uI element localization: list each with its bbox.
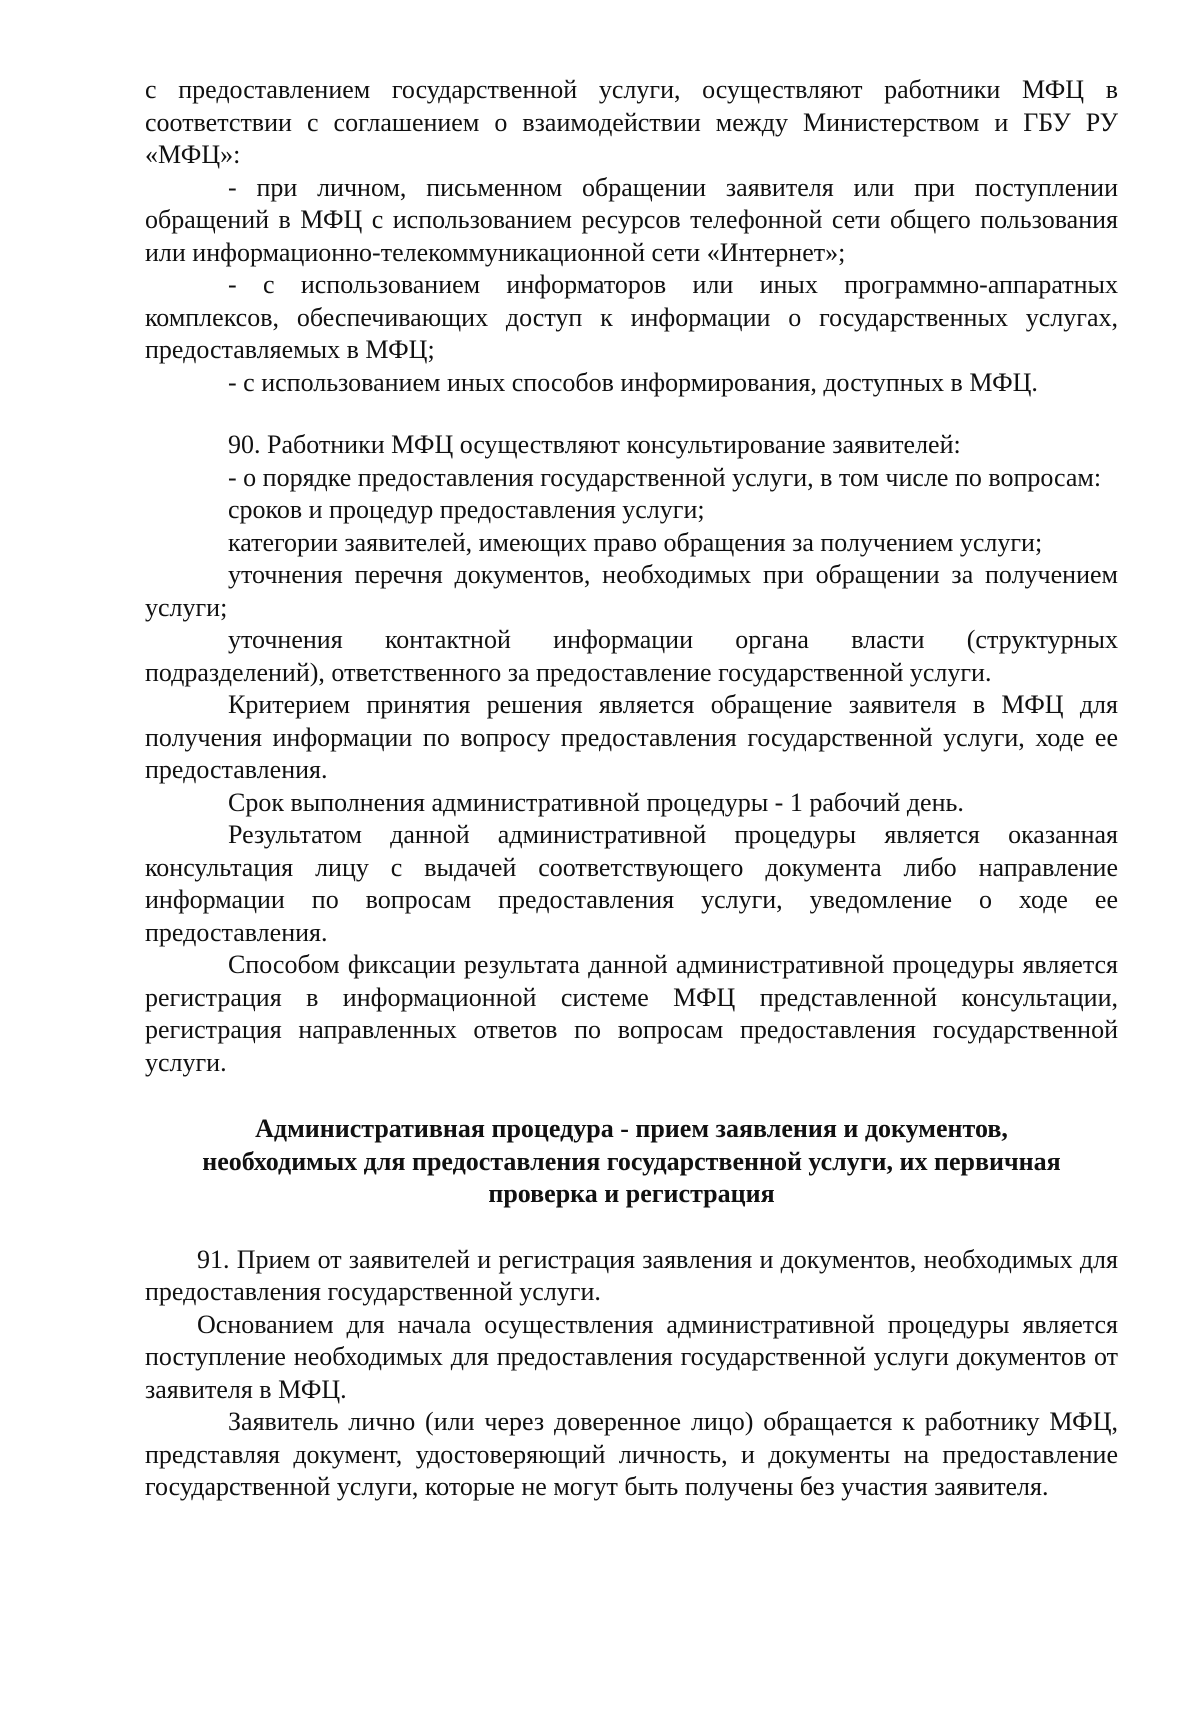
clause-90-result: Результатом данной административной процедуры является оказанная консультация лицу с выдачей соответствующего документа либо направление информации по вопросам предоставления услуги, уведомление о ходе ее предоставления. (145, 820, 1118, 947)
paragraph-continuation: с предоставлением государственной услуги, осуществляют работники МФЦ в соответствии с соглашением о взаимодействии между Министерством и ГБУ РУ «МФЦ»: (145, 75, 1118, 169)
clause-90-criterion: Критерием принятия решения является обращение заявителя в МФЦ для получения информации по вопросу предоставления государственной услуги, ходе ее предоставления. (145, 690, 1118, 784)
section-heading-line-2: необходимых для предоставления государственной услуги, их первичная (202, 1146, 1061, 1176)
clause-91-title: 91. Прием от заявителей и регистрация заявления и документов, необходимых для предоставления государственной услуги. (145, 1244, 1118, 1306)
clause-91-applicant: Заявитель лично (или через доверенное лицо) обращается к работнику МФЦ, представляя документ, удостоверяющий личность, и документы на предоставление государственной услуги, которые не могут быть получены без участия заявителя. (145, 1407, 1118, 1501)
list-item-informators: - с использованием информаторов или иных программно-аппаратных комплексов, обеспечивающих доступ к информации о государственных услугах, предоставляемых в МФЦ; (145, 270, 1118, 364)
clause-90-item-procedure: - о порядке предоставления государственной услуги, в том числе по вопросам: (228, 462, 1102, 492)
list-item-other-methods: - с использованием иных способов информирования, доступных в МФЦ. (228, 367, 1038, 397)
clause-90-deadline: Срок выполнения административной процедуры - 1 рабочий день. (228, 787, 964, 817)
clause-90-item-documents: уточнения перечня документов, необходимых при обращении за получением услуги; (145, 560, 1118, 622)
section-heading-line-3: проверка и регистрация (488, 1179, 775, 1208)
list-item-personal-request: - при личном, письменном обращении заявителя или при поступлении обращений в МФЦ с использованием ресурсов телефонной сети общего пользования или информационно-телекоммуникационной сети «Интернет»; (145, 172, 1118, 267)
clause-90-item-contacts: уточнения контактной информации органа власти (структурных подразделений), ответственного за предоставление государственной услуги. (145, 625, 1118, 687)
clause-90-item-deadlines: сроков и процедур предоставления услуги; (228, 495, 705, 524)
clause-90-fixation: Способом фиксации результата данной административной процедуры является регистрация в информационной системе МФЦ представленной консультации, регистрация направленных ответов по вопросам предоставления государственной услуги. (145, 950, 1118, 1077)
section-heading-line-1: Административная процедура - прием заявления и документов, (255, 1114, 1008, 1143)
clause-90-item-categories: категории заявителей, имеющих право обращения за получением услуги; (228, 527, 1043, 557)
section-heading (145, 1113, 1118, 1211)
clause-91-basis: Основанием для начала осуществления административной процедуры является поступление необходимых для предоставления государственной услуги документов от заявителя в МФЦ. (145, 1309, 1118, 1404)
document-page (145, 74, 1118, 1504)
clause-90-title: 90. Работники МФЦ осуществляют консультирование заявителей: (228, 430, 961, 459)
